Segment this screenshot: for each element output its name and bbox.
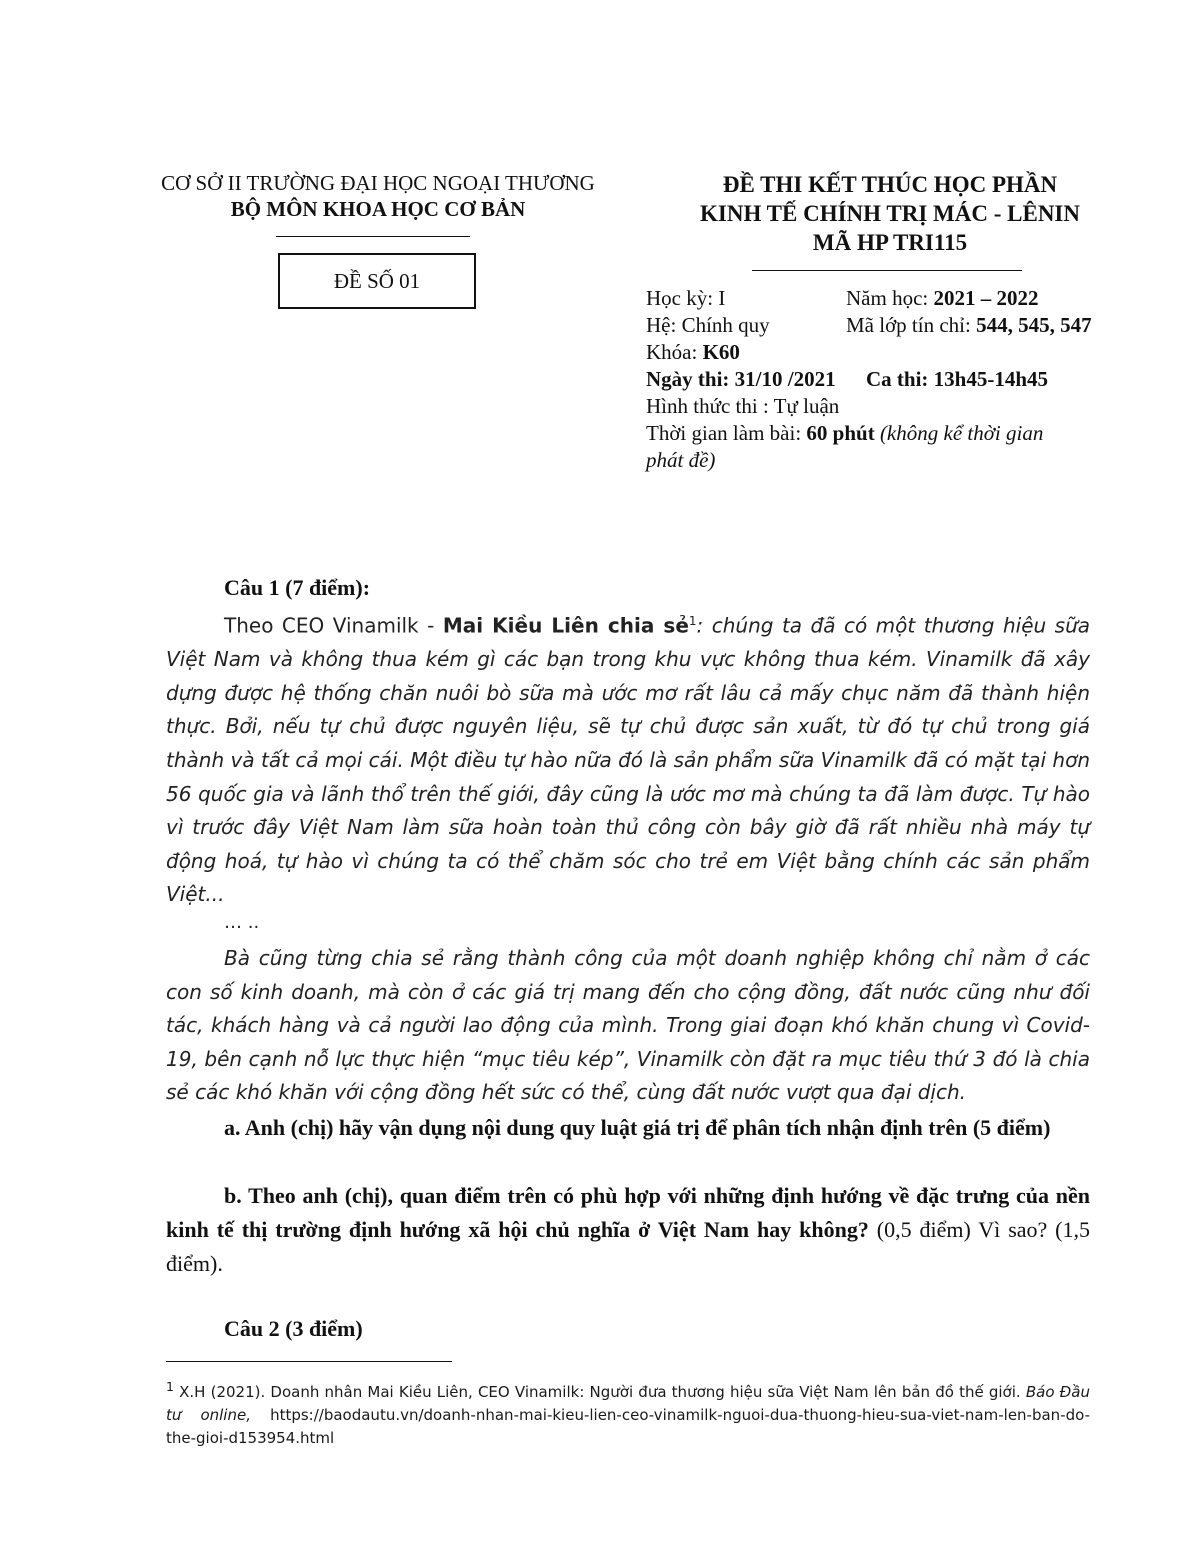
duration-label: Thời gian làm bài: (646, 421, 802, 445)
exam-title-line1: ĐỀ THI KẾT THÚC HỌC PHẦN (722, 172, 1058, 197)
form-row (646, 393, 1146, 420)
exam-number: ĐỀ SỐ 01 (333, 268, 421, 293)
duration-note: (không kể thời gian (879, 421, 1044, 445)
system-row (646, 312, 1146, 339)
school-header (108, 170, 648, 222)
duration-note-cont: phát đề) (646, 448, 716, 472)
duration-row-2 (646, 447, 1146, 474)
semester-row (646, 285, 1146, 312)
shift-value: 13h45-14h45 (933, 367, 1049, 391)
question-1-part-b (166, 1179, 1090, 1281)
question-1-quote (166, 605, 1090, 912)
question-1-part-a: a. Anh (chị) hãy vận dụng nội dung quy luật giá trị để phân tích nhận định trên (5 điểm) (224, 1115, 1051, 1140)
footnote-url[interactable]: https://baodautu.vn/doanh-nhan-mai-kieu-lien-ceo-vinamilk-nguoi-dua-thuong-hieu-sua-viet-nam-len-ban-do-the-gioi-d153954.html (166, 1406, 1090, 1447)
course-row (646, 339, 1146, 366)
footnote-divider (166, 1361, 452, 1362)
shift-label: Ca thi: (866, 367, 929, 391)
duration-value: 60 phút (806, 421, 875, 445)
footnote-text: X.H (2021). Doanh nhân Mai Kiều Liên, CEO Vinamilk: Người đưa thương hiệu sữa Việt Nam lên bản đồ thế giới. (179, 1383, 1021, 1401)
class-label: Mã lớp tín chỉ: (846, 313, 971, 337)
year-label: Năm học: (846, 286, 929, 310)
header-left-divider (276, 236, 470, 237)
quote-speaker: Mai Kiều Liên chia sẻ (442, 613, 689, 638)
footnote-source: Báo Đầu tư online, (166, 1383, 1090, 1424)
date-row (646, 366, 1146, 393)
quote-ellipsis: … .. (224, 912, 260, 933)
form-value: Tự luận (773, 394, 840, 418)
footnote-number: 1 (166, 1379, 174, 1394)
class-value: 544, 545, 547 (976, 313, 1092, 337)
header-right-divider (752, 270, 1022, 271)
shift (866, 366, 1048, 393)
question-1-quote-2: Bà cũng từng chia sẻ rằng thành công của một doanh nghiệp không chỉ nằm ở các con số kinh doanh, mà còn ở các giá trị mang đến cho cộng đồng, đất nước cũng như đối tác, khách hàng và cả người lao động của mình. Trong giai đoạn khó khăn chung vì Covid-19, bên cạnh nỗ lực thực hiện “mục tiêu kép”, Vinamilk còn đặt ra mục tiêu thứ 3 đó là chia sẻ các khó khăn với cộng đồng hết sức có thể, cùng đất nước vượt qua đại dịch. (166, 946, 1090, 1105)
exam-title-line2: KINH TẾ CHÍNH TRỊ MÁC - LÊNIN (700, 201, 1080, 226)
exam-title-line3: MÃ HP TRI115 (812, 230, 968, 255)
course-value: K60 (702, 340, 740, 364)
form-label: Hình thức thi : (646, 394, 769, 418)
course-label: Khóa: (646, 340, 698, 364)
department-name: BỘ MÔN KHOA HỌC CƠ BẢN (230, 197, 526, 221)
footnote (166, 1375, 1090, 1450)
semester-label: Học kỳ: I (646, 286, 726, 310)
quote-intro: Theo CEO Vinamilk - (224, 613, 435, 638)
question-1-title: Câu 1 (7 điểm): (224, 575, 371, 600)
part-b-points: (0,5 điểm) Vì sao? (1,5 điểm). (166, 1217, 1090, 1276)
duration-row (646, 420, 1146, 447)
date-label: Ngày thi: (646, 367, 730, 391)
exam-number-box (278, 253, 476, 309)
date-value: 31/10 /2021 (734, 367, 836, 391)
question-2-title: Câu 2 (3 điểm) (224, 1316, 363, 1341)
part-b-question: b. Theo anh (chị), quan điểm trên có phù hợp với những định hướng về đặc trưng của nền kinh tế thị trường định hướng xã hội chủ nghĩa ở Việt Nam hay không? (166, 1183, 1090, 1242)
footnote-ref[interactable]: 1 (688, 614, 697, 628)
school-year (846, 285, 1038, 312)
school-name: CƠ SỞ II TRƯỜNG ĐẠI HỌC NGOẠI THƯƠNG (161, 171, 595, 195)
quote-text-1: : chúng ta đã có một thương hiệu sữa Việt Nam và không thua kém gì các bạn trong khu vực không thua kém. Vinamilk đã xây dựng được hệ thống chăn nuôi bò sữa mà ước mơ rất lâu cả mấy chục năm đã thành hiện thực. Bởi, nếu tự chủ được nguyên liệu, sẽ tự chủ được sản xuất, từ đó tự chủ trong giá thành và tất cả mọi cái. Một điều tự hào nữa đó là sản phẩm sữa Vinamilk đã có mặt tại hơn 56 quốc gia và lãnh thổ trên thế giới, đây cũng là ước mơ mà chúng ta đã làm được. Tự hào vì trước đây Việt Nam làm sữa hoàn toàn thủ công còn bây giờ đã rất nhiều nhà máy tự động hoá, tự hào vì chúng ta có thể chăm sóc cho trẻ em Việt bằng chính các sản phẩm Việt... (166, 613, 1091, 907)
class-code (846, 312, 1092, 339)
system-label: Hệ: Chính quy (646, 313, 770, 337)
exam-title (660, 170, 1120, 257)
year-value: 2021 – 2022 (933, 286, 1039, 310)
